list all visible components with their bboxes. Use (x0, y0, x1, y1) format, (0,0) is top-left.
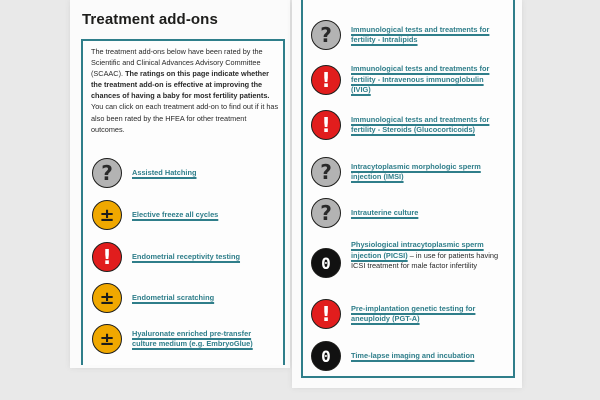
exclamation-icon: ! (311, 65, 341, 95)
plus-minus-icon: ± (92, 283, 122, 313)
question-icon: ? (311, 198, 341, 228)
zero-icon: 0 (311, 341, 341, 371)
addon-link[interactable]: Elective freeze all cycles (132, 209, 219, 219)
addon-label-wrap (351, 240, 501, 272)
addon-link[interactable]: Assisted Hatching (132, 167, 197, 177)
intro-text: The treatment add-ons below have been rated by the Scientific and Clinical Advances Advisory Committee (SCAAC). (91, 47, 263, 79)
addon-item-intrauterine-culture (311, 198, 511, 228)
addon-item-imsi (311, 157, 511, 187)
intro-text-continued: You can click on each treatment add-on to find out if it has also been rated by the HFEA for other treatment outcomes. (91, 102, 279, 134)
addon-item-picsi (311, 240, 511, 278)
addon-item-assisted-hatching (92, 158, 282, 188)
addon-item-elective-freeze (92, 200, 282, 230)
addon-link[interactable]: Immunological tests and treatments for fertility - Intravenous immunoglobulin (IVIG) (351, 64, 490, 94)
addon-link[interactable]: Pre-implantation genetic testing for aneuploidy (PGT-A) (351, 303, 476, 323)
addon-link[interactable]: Endometrial receptivity testing (132, 251, 241, 261)
question-icon: ? (92, 158, 122, 188)
question-icon: ? (311, 157, 341, 187)
addon-link[interactable]: Intracytoplasmic morphologic sperm injection (IMSI) (351, 161, 481, 181)
addon-link[interactable]: Physiological intracytoplasmic sperm injection (PICSI) (351, 240, 484, 260)
addon-link[interactable]: Immunological tests and treatments for fertility - Steroids (Glucocorticoids) (351, 114, 490, 134)
addon-link[interactable]: Endometrial scratching (132, 292, 215, 302)
addon-item-ivig (311, 64, 511, 96)
intro-paragraph (91, 46, 281, 135)
addon-item-intralipids (311, 20, 511, 50)
question-icon: ? (311, 20, 341, 50)
addon-link[interactable]: Hyaluronate enriched pre-transfer culture medium (e.g. EmbryoGlue) (132, 328, 253, 348)
addon-note: – in use for patients having ICSI treatment for male factor infertility (351, 250, 499, 270)
addon-item-pgt-a (311, 299, 511, 329)
addon-item-steroids (311, 110, 511, 140)
addon-item-hyaluronate (92, 324, 282, 354)
addon-item-time-lapse (311, 341, 511, 371)
addon-item-endometrial-scratching (92, 283, 282, 313)
plus-minus-icon: ± (92, 324, 122, 354)
exclamation-icon: ! (311, 110, 341, 140)
intro-bold-text: The ratings on this page indicate whether the treatment add-on is effective at improving the chances of having a baby for most fertility patients. (91, 69, 270, 101)
zero-icon: 0 (311, 248, 341, 278)
addon-link[interactable]: Intrauterine culture (351, 207, 419, 217)
addon-link[interactable]: Time-lapse imaging and incubation (351, 350, 475, 360)
page-title: Treatment add-ons (82, 11, 218, 28)
addon-link[interactable]: Immunological tests and treatments for fertility - Intralipids (351, 24, 490, 44)
plus-minus-icon: ± (92, 200, 122, 230)
exclamation-icon: ! (311, 299, 341, 329)
addon-item-endometrial-receptivity (92, 242, 282, 272)
exclamation-icon: ! (92, 242, 122, 272)
